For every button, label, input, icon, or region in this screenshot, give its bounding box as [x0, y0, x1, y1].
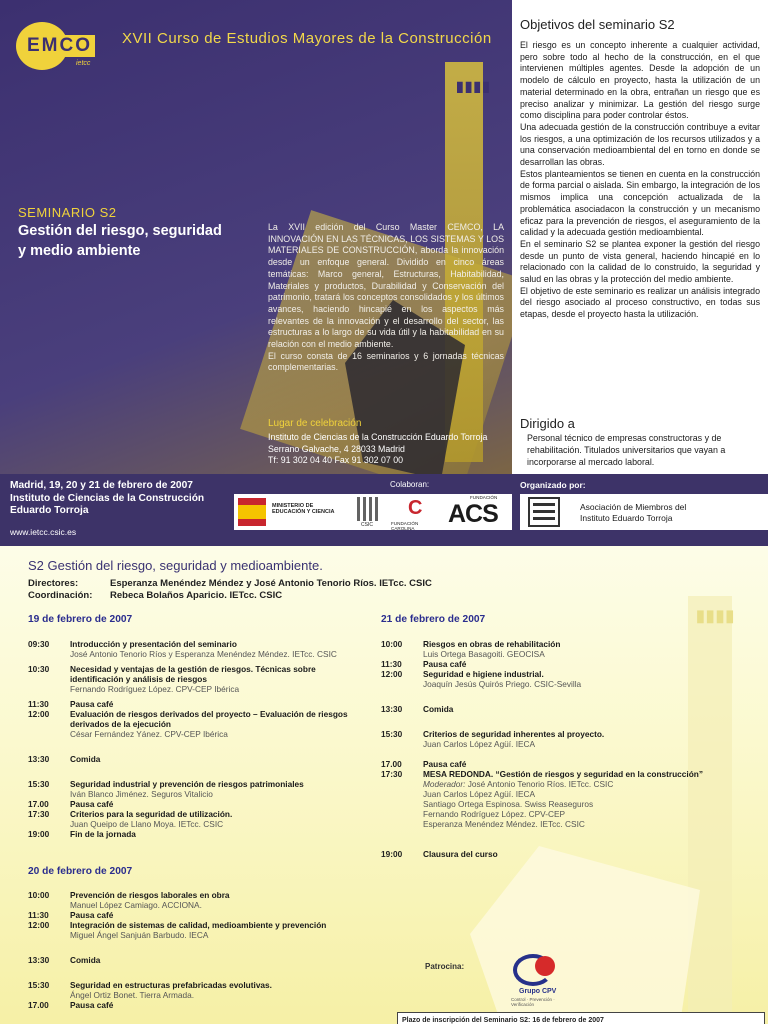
list-item [28, 799, 358, 809]
list-item [28, 809, 358, 829]
organizer-name [580, 502, 686, 523]
session-title: Pausa café [70, 699, 114, 709]
list-item [381, 704, 741, 714]
objectives-p3: Estos planteamientos se tienen en cuenta en la construcción de forma parcial o aislada. Sin embargo, la integración de los mismos implica una concepción actualizada de la problemática asociadacon la construcción y un mecanismo eficaz para la prevención de riesgos, el aseguramiento de la calidad y la adecuada gestión medioambiental. [520, 168, 760, 238]
intro-paragraph [268, 222, 504, 374]
coordination-row [28, 590, 432, 602]
list-item [28, 890, 358, 910]
session-title: Introducción y presentación del seminario [70, 639, 237, 649]
carolina-logo [390, 494, 442, 530]
intro-text-2: El curso consta de 16 seminarios y 6 jornadas técnicas complementarias. [268, 350, 504, 373]
time: 12:00 [381, 669, 403, 679]
time: 17.00 [28, 1000, 49, 1010]
session-title: Riesgos en obras de rehabilitación [423, 639, 561, 649]
session-title: Comida [70, 754, 101, 764]
event-institute-line: Instituto de Ciencias de la Construcción [10, 492, 205, 504]
list-item [381, 659, 741, 669]
objectives-p5: El objetivo de este seminario es realizar un análisis integrado del riesgo asociado al proceso constructivo, en todas sus etapas, desde el proyecto hasta la utilización. [520, 285, 760, 320]
seminar-code: SEMINARIO S2 [18, 205, 117, 220]
time: 09:30 [28, 639, 50, 649]
time: 12:00 [28, 709, 50, 719]
list-item [28, 779, 358, 799]
time: 17:30 [28, 809, 50, 819]
session-title: Clausura del curso [423, 849, 498, 859]
time: 10:00 [28, 890, 50, 900]
list-item [28, 829, 358, 839]
objectives-p1: El riesgo es un concepto inherente a cualquier actividad, pero sobre todo al hecho de la construcción, en el que intervienen múltiples agentes. Desde la adopción de un modelo de cálculo en proyecto, hasta la utilización de un material determinado en la obra, entrañan un riesgo que es preciso analizar y minimizar. La gestión del riesgo surge como disciplina para poder controlar éstos. [520, 40, 760, 121]
session-title: Fin de la jornada [70, 829, 136, 839]
time: 13:30 [28, 754, 50, 764]
session-title: MESA REDONDA. “Gestión de riesgos y seguridad en la construcción” [423, 769, 703, 779]
carolina-text: FUNDACIÓN CAROLINA [391, 521, 419, 531]
venue-address [268, 432, 508, 467]
program-title: S2 Gestión del riesgo, seguridad y medioambiente. [28, 558, 323, 573]
logo-text: EMCO [24, 35, 95, 57]
list-item [28, 955, 358, 965]
panelist: Fernando Rodríguez López. CPV-CEP [423, 809, 566, 819]
day3-heading: 21 de febrero de 2007 [381, 614, 486, 625]
session-title: Pausa café [423, 759, 467, 769]
speaker: César Fernández Yánez. CPV-CEP Ibérica [70, 729, 228, 739]
time: 17:30 [381, 769, 403, 779]
session-title: Criterios para la seguridad de utilización. [70, 809, 233, 819]
time: 19:00 [381, 849, 403, 859]
coordination-name: Rebeca Bolaños Aparicio. IETcc. CSIC [110, 590, 283, 601]
speaker: Juan Queipo de Llano Moya. IETcc. CSIC [70, 819, 224, 829]
session-title: Pausa café [70, 1000, 114, 1010]
speaker: Iván Blanco Jiménez. Seguros Vitalicio [70, 789, 213, 799]
speaker: Joaquín Jesús Quirós Priego. CSIC-Sevilla [423, 679, 582, 689]
tower-slots-icon: ▮▮▮▮ [696, 608, 736, 625]
mec-logo [236, 494, 348, 530]
time: 11:30 [28, 910, 49, 920]
time: 13:30 [381, 704, 403, 714]
day2-heading: 20 de febrero de 2007 [28, 866, 133, 877]
objectives-heading: Objetivos del seminario S2 [520, 17, 675, 32]
list-item [28, 709, 358, 739]
mec-text: MINISTERIO DE EDUCACIÓN Y CIENCIA [272, 503, 335, 516]
venue-heading: Lugar de celebración [268, 418, 362, 429]
speaker: Fernando Rodríguez López. CPV-CEP Ibérica [70, 684, 240, 694]
session-title: Seguridad en estructuras prefabricadas evolutivas. [70, 980, 272, 990]
list-item [381, 769, 741, 829]
session-title: Pausa café [423, 659, 467, 669]
list-item [28, 980, 358, 1000]
moderator-name: José Antonio Tenorio Ríos. IETcc. CSIC [467, 779, 614, 789]
acs-logo [444, 494, 510, 530]
logo-bar [533, 510, 555, 513]
venue-line3: Tf: 91 302 04 40 Fax 91 302 07 00 [268, 455, 403, 466]
panelist: Santiago Ortega Espinosa. Swiss Reaseguros [423, 799, 594, 809]
directed-text: Personal técnico de empresas constructoras y de rehabilitación. Titulados universitarios que vayan a incorporarse al mercado laboral. [527, 433, 726, 467]
directed-heading: Dirigido a [520, 416, 575, 431]
cpv-name: Grupo CPV [519, 988, 557, 995]
day3-schedule [381, 639, 741, 859]
time: 15:30 [381, 729, 403, 739]
time: 10:30 [28, 664, 50, 674]
organizer-box [520, 494, 768, 530]
cpv-dot-icon [535, 956, 555, 976]
speaker: José Antonio Tenorio Ríos y Esperanza Menéndez Méndez. IETcc. CSIC [70, 649, 337, 659]
list-item [28, 699, 358, 709]
list-item [28, 754, 358, 764]
program-staff [28, 578, 432, 602]
time: 12:00 [28, 920, 50, 930]
list-item [381, 729, 741, 749]
venue-line2: Serrano Galvache, 4 28033 Madrid [268, 443, 405, 454]
amiet-logo-icon [528, 497, 560, 527]
objectives-text [520, 40, 760, 321]
list-item [28, 910, 358, 920]
directors-label: Directores: [28, 578, 79, 589]
carolina-mark-icon: C [408, 497, 423, 519]
session-title: Pausa café [70, 799, 114, 809]
time: 13:30 [28, 955, 50, 965]
cpv-tagline: Control · Prevención · Verificación [511, 997, 555, 1007]
coordination-label: Coordinación: [28, 590, 93, 601]
acs-tag: FUNDACIÓN [470, 495, 498, 500]
list-item [28, 1000, 358, 1010]
session-title: Pausa café [70, 910, 114, 920]
venue-line1: Instituto de Ciencias de la Construcción Eduardo Torroja [268, 432, 488, 442]
spain-flag-stripe [238, 505, 266, 519]
directors-row [28, 578, 432, 590]
speaker: Juan Carlos López Agüí. IECA [423, 739, 536, 749]
objectives-p4: En el seminario S2 se plantea exponer la gestión del riesgo desde un punto de vista general, haciendo hincapié en lo relacionado con la calidad de lo construido, la seguridad y salud en las obras y la protección del medio ambiente. [520, 238, 760, 285]
session-title: Prevención de riesgos laborales en obra [70, 890, 230, 900]
session-title: Necesidad y ventajas de la gestión de riesgos. Técnicas sobre identificación y análisis de riesgos [70, 664, 316, 684]
session-title: Seguridad e higiene industrial. [423, 669, 544, 679]
csic-text: CSIC [361, 522, 373, 528]
time: 11:30 [381, 659, 402, 669]
list-item [381, 849, 741, 859]
event-dates [10, 480, 204, 518]
acs-text: ACS [448, 500, 498, 528]
list-item [381, 669, 741, 689]
speaker: Ángel Ortiz Bonet. Tierra Armada. [70, 990, 195, 1000]
session-title: Integración de sistemas de calidad, medioambiente y prevención [70, 920, 327, 930]
list-item [381, 759, 741, 769]
logo-bar [533, 517, 555, 520]
time: 17.00 [381, 759, 402, 769]
website-link[interactable]: www.ietcc.csic.es [10, 527, 77, 537]
seminar-title [18, 221, 268, 261]
time: 11:30 [28, 699, 49, 709]
directors-names: Esperanza Menéndez Méndez y José Antonio Tenorio Ríos. IETcc. CSIC [110, 578, 432, 589]
time: 19:00 [28, 829, 50, 839]
time: 15:30 [28, 779, 50, 789]
logo-bar [533, 503, 555, 506]
list-item [28, 639, 358, 659]
collaborators-label: Colaboran: [390, 480, 430, 489]
session-title: Comida [423, 704, 454, 714]
course-title: XVII Curso de Estudios Mayores de la Construcción [122, 30, 492, 47]
registration-text: Plazo de inscripción del Seminario S2: 16 de febrero de 2007 [402, 1017, 604, 1024]
speaker: Miguel Ángel Sanjuán Barbudo. IECA [70, 930, 209, 940]
logo-subtext: ietcc [76, 60, 91, 67]
seminar-title-line2: y medio ambiente [18, 243, 141, 259]
organizer-label: Organizado por: [520, 480, 586, 490]
day2-schedule [28, 890, 358, 1010]
registration-box [397, 1012, 765, 1024]
session-title: Seguridad industrial y prevención de riesgos patrimoniales [70, 779, 304, 789]
day1-heading: 19 de febrero de 2007 [28, 614, 133, 625]
panelist: Esperanza Menéndez Méndez. IETcc. CSIC [423, 819, 585, 829]
csic-logo [352, 494, 386, 530]
grupo-cpv-logo [505, 950, 577, 1007]
event-institute-line2: Eduardo Torroja [10, 505, 89, 516]
organizer-line2: Instituto Eduardo Torroja [580, 512, 673, 523]
cemco-logo [16, 22, 104, 70]
objectives-p2: Una adecuada gestión de la construcción contribuye a evitar los riesgos, a una optimización de los recursos utilizados y a una conservación medioambiental del en torno en donde se desarrollan las obras. [520, 121, 760, 168]
time: 15:30 [28, 980, 50, 990]
csic-emblem-icon [357, 497, 381, 521]
session-title: Criterios de seguridad inherentes al proyecto. [423, 729, 605, 739]
list-item [381, 639, 741, 659]
time: 10:00 [381, 639, 403, 649]
day1-schedule [28, 639, 358, 839]
session-title: Comida [70, 955, 101, 965]
intro-text: La XVII edición del Curso Master CEMCO, LA INNOVACIÓN EN LAS TÉCNICAS, LOS SISTEMAS Y LOS MATERIALES DE CONSTRUCCIÓN, aborda la innovación desde un enfoque general. Dividido en cinco áreas temáticas: Marco general, Estructuras, Habitabilidad, Materiales y productos, Durabilidad y Conservación del patrimonio, tratará los conceptos consolidados y los últimos avances, haciendo hincapié en los aspectos más relevantes de la innovación y el desarrollo del sector, las estructuras a lo largo de su vida útil y la habitabilidad en su relación con el medio ambiente. [268, 222, 504, 350]
event-date-line: Madrid, 19, 20 y 21 de febrero de 2007 [10, 480, 193, 491]
list-item [28, 664, 358, 694]
tower-slots-icon: ▮▮▮▮ [456, 78, 491, 94]
organizer-line1: Asociación de Miembros del [580, 502, 687, 512]
seminar-title-line1: Gestión del riesgo, seguridad [18, 223, 222, 239]
moderator-label: Moderador: [423, 779, 466, 789]
speaker: Luis Ortega Basagoiti. GEOCISA [423, 649, 545, 659]
collaborators-logos [234, 494, 512, 530]
moderator-line [423, 779, 741, 789]
speaker: Manuel López Camiago. ACCIONA. [70, 900, 202, 910]
list-item [28, 920, 358, 940]
patron-label: Patrocina: [425, 962, 465, 971]
session-title: Evaluación de riesgos derivados del proyecto – Evaluación de riesgos derivados de la ejecución [70, 709, 348, 729]
panelist: Juan Carlos López Agüí. IECA [423, 789, 536, 799]
time: 17.00 [28, 799, 49, 809]
